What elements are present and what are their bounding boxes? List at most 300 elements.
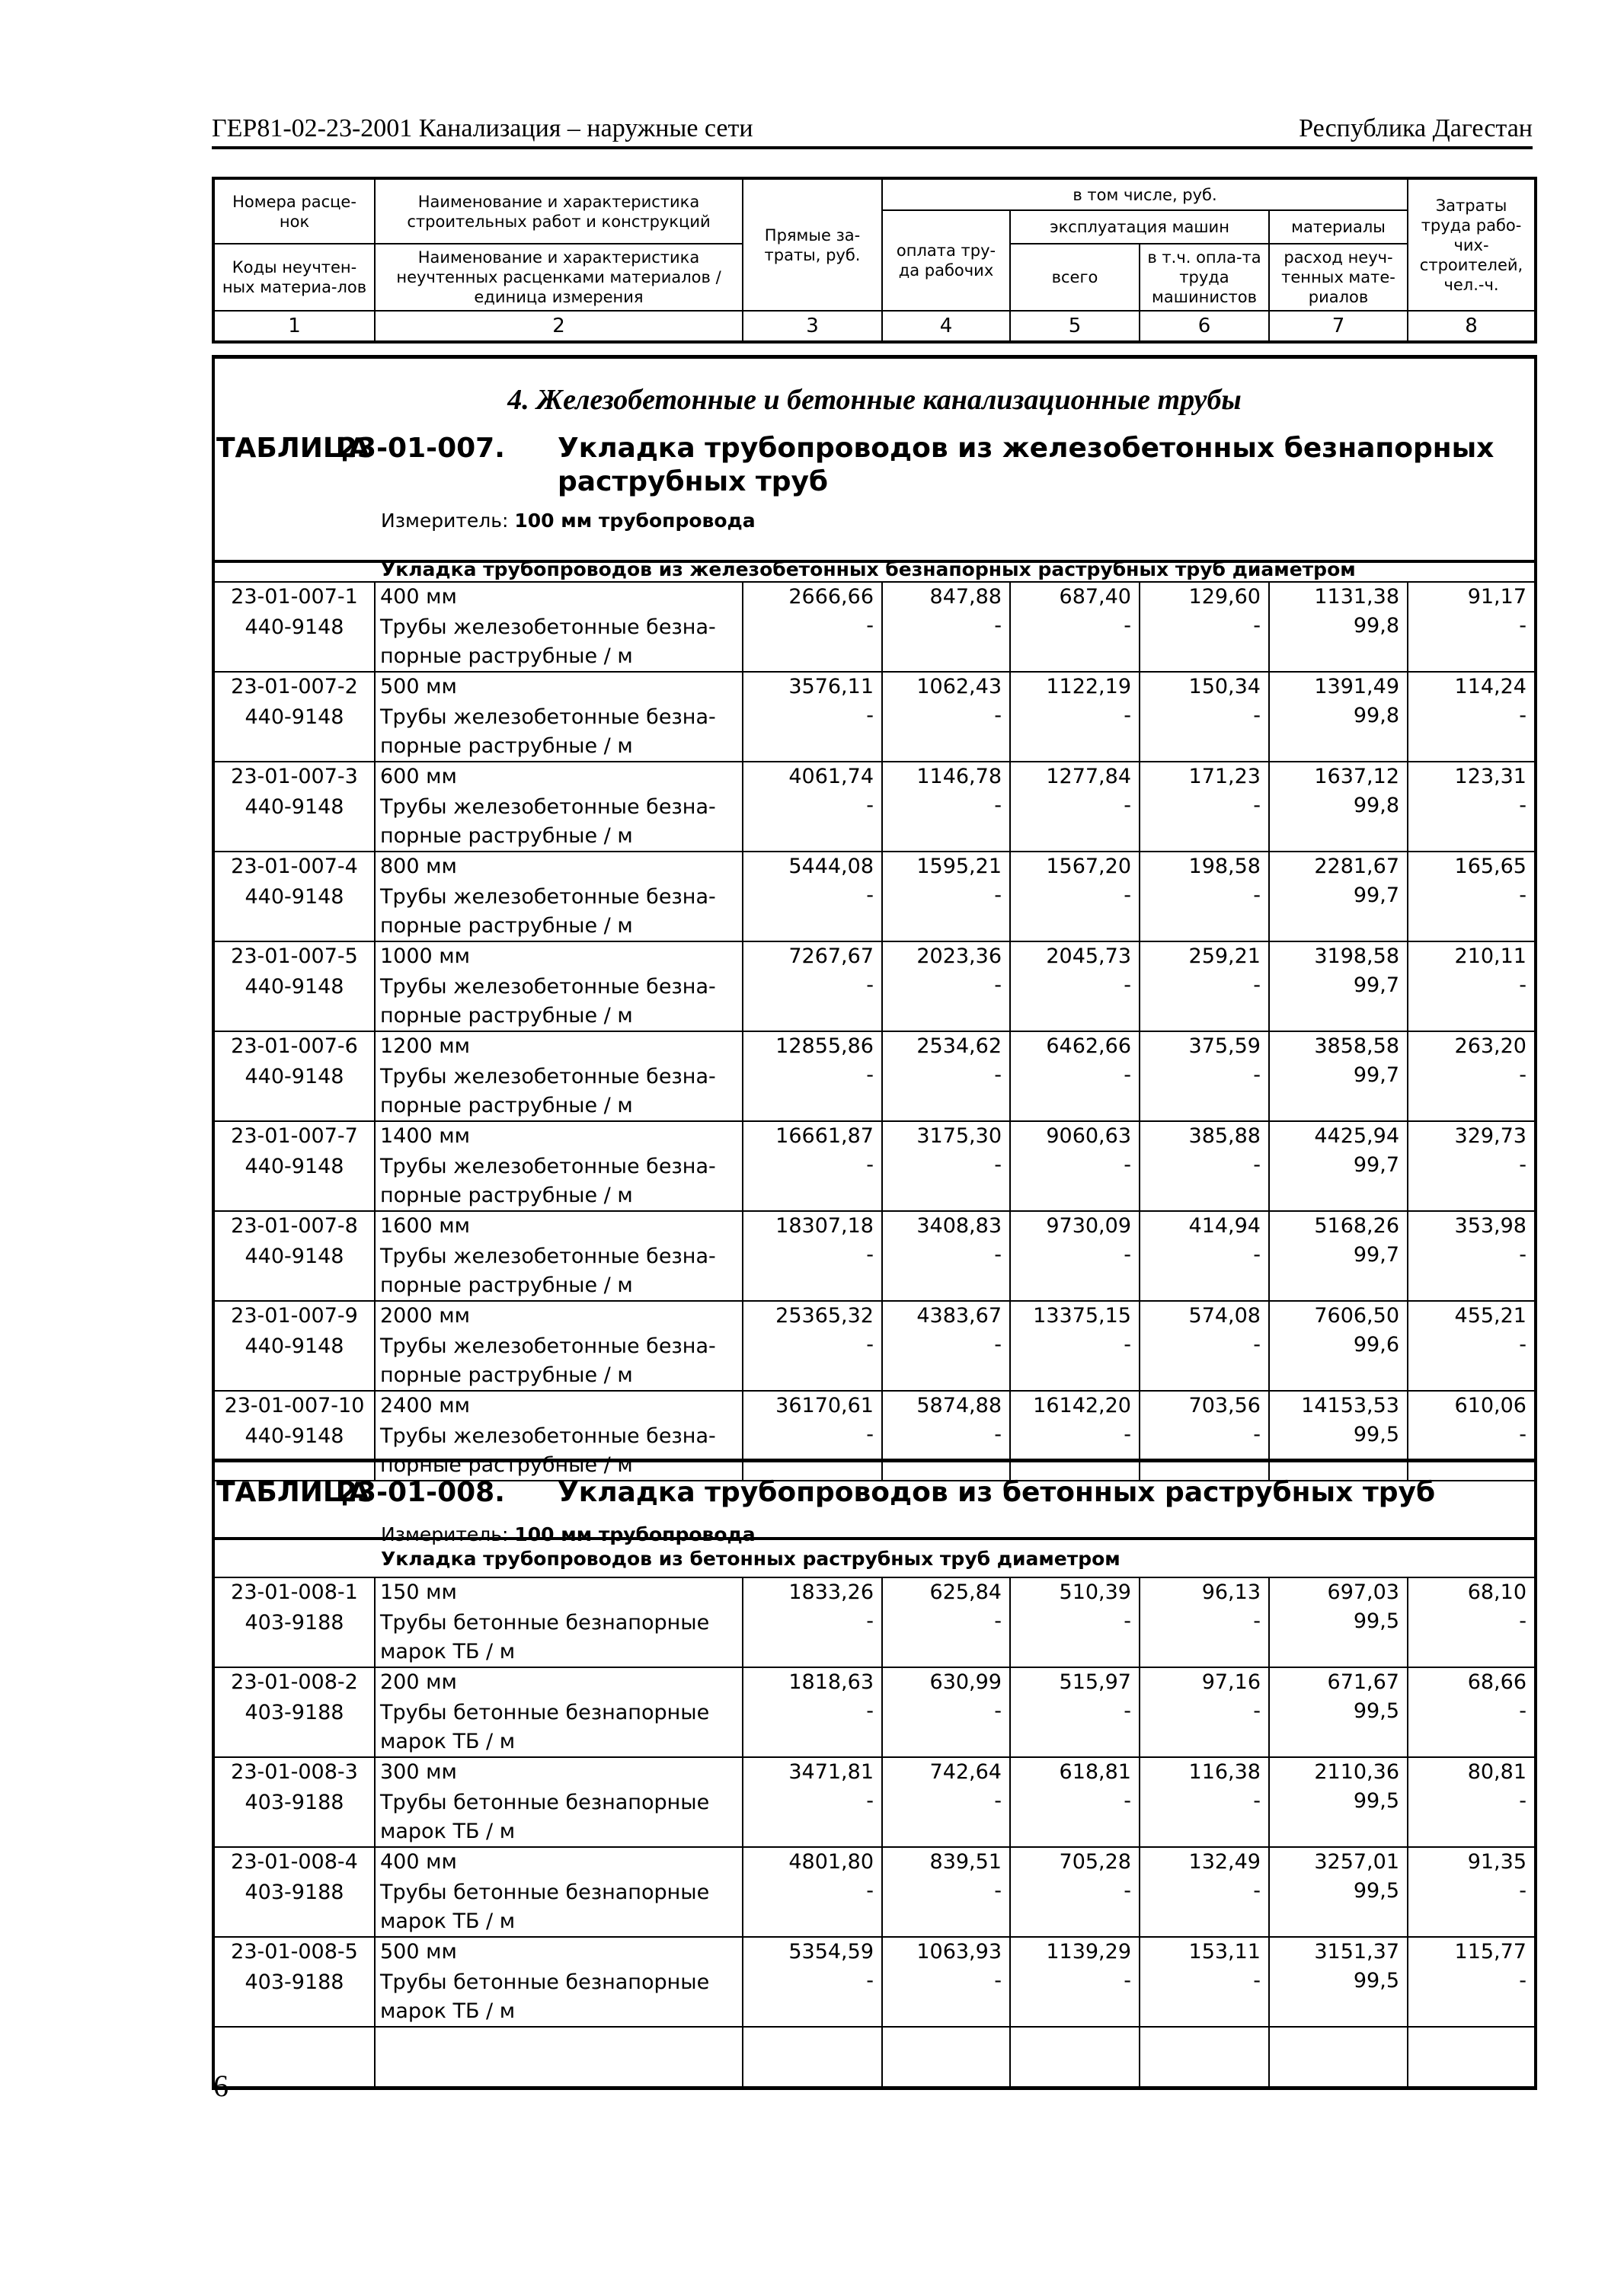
direct-costs: 3576,11	[788, 675, 874, 698]
direct-costs: 12855,86	[775, 1034, 874, 1058]
name-cell	[375, 1211, 743, 1301]
materials-cell	[1269, 1937, 1408, 2027]
machinist-wages: 171,23	[1188, 765, 1261, 788]
worker-wages-cell	[882, 1301, 1010, 1391]
table-row	[213, 672, 1536, 762]
material-consumption: 99,7	[1353, 1243, 1399, 1267]
rate-code: 23-01-008-2	[231, 1670, 358, 1694]
direct-costs-cell	[743, 762, 882, 852]
machines-total-cell	[1010, 1847, 1140, 1937]
header-worker-wages: оплата тру-да рабочих	[882, 210, 1010, 311]
table-007-subheading-block	[212, 558, 1537, 582]
material-code: 440-9148	[245, 1245, 344, 1268]
machines-total-cell	[1010, 582, 1140, 672]
machinist-wages-cell	[1140, 1031, 1269, 1121]
machines-total-cell	[1010, 762, 1140, 852]
pipe-diameter: 200 мм	[380, 1670, 457, 1694]
material-name: Трубы железобетонные безна-порные раструбные / м	[380, 705, 716, 758]
direct-costs-cell	[743, 1577, 882, 1667]
labor-hours: 115,77	[1454, 1940, 1526, 1964]
labor-hours: 80,81	[1467, 1760, 1526, 1784]
name-cell	[375, 1031, 743, 1121]
empty-row	[213, 2027, 1536, 2088]
rate-code-cell	[213, 1667, 375, 1757]
rate-code: 23-01-007-3	[231, 765, 358, 788]
running-header	[212, 113, 1533, 149]
name-cell	[375, 852, 743, 941]
pipe-diameter: 1000 мм	[380, 944, 471, 968]
materials-cell	[1269, 1301, 1408, 1391]
material-machinist: -	[1253, 1969, 1261, 1993]
material-direct: -	[866, 614, 874, 638]
material-wages: -	[994, 1609, 1002, 1633]
table-row	[213, 582, 1536, 672]
material-consumption: 99,7	[1353, 1153, 1399, 1177]
labor-hours-cell	[1408, 762, 1536, 852]
material-consumption: 99,8	[1353, 704, 1399, 727]
machines-total-cell	[1010, 672, 1140, 762]
table-007-meter	[381, 510, 756, 532]
rate-code: 23-01-007-5	[231, 944, 358, 968]
material-hours: -	[1519, 1063, 1526, 1087]
materials-cost: 5168,26	[1314, 1214, 1399, 1238]
labor-hours: 91,35	[1467, 1850, 1526, 1874]
machinist-wages-cell	[1140, 1577, 1269, 1667]
worker-wages: 625,84	[929, 1580, 1002, 1604]
direct-costs: 36170,61	[775, 1394, 874, 1417]
table-007-title-block	[212, 355, 1537, 564]
worker-wages: 1063,93	[916, 1940, 1002, 1964]
empty-cell	[1010, 2027, 1140, 2088]
materials-cost: 1131,38	[1314, 585, 1399, 609]
material-name: Трубы железобетонные безна-порные раструбные / м	[380, 1065, 716, 1117]
material-consumption: 99,5	[1353, 1879, 1399, 1903]
direct-costs: 25365,32	[775, 1304, 874, 1328]
rate-code-cell	[213, 1211, 375, 1301]
material-code: 403-9188	[245, 1701, 344, 1724]
materials-cell	[1269, 1667, 1408, 1757]
direct-costs: 5444,08	[788, 855, 874, 878]
labor-hours-cell	[1408, 1937, 1536, 2027]
material-name: Трубы железобетонные безна-порные раструбные / м	[380, 1424, 716, 1477]
labor-hours-cell	[1408, 852, 1536, 941]
direct-costs-cell	[743, 1211, 882, 1301]
material-name: Трубы железобетонные безна-порные раструбные / м	[380, 1155, 716, 1207]
machinist-wages-cell	[1140, 672, 1269, 762]
worker-wages: 1595,21	[916, 855, 1002, 878]
material-machines: -	[1124, 884, 1131, 907]
rate-code-cell	[213, 1757, 375, 1847]
direct-costs-cell	[743, 582, 882, 672]
meter-label: Измеритель:	[381, 510, 509, 532]
machinist-wages: 96,13	[1201, 1580, 1261, 1604]
material-direct: -	[866, 704, 874, 727]
worker-wages: 5874,88	[916, 1394, 1002, 1417]
name-cell	[375, 1757, 743, 1847]
worker-wages-cell	[882, 1211, 1010, 1301]
name-cell	[375, 941, 743, 1031]
machines-total-cell	[1010, 852, 1140, 941]
empty-cell	[1408, 2027, 1536, 2088]
column-number: 2	[375, 311, 743, 342]
material-wages: -	[994, 704, 1002, 727]
worker-wages: 630,99	[929, 1670, 1002, 1694]
material-machines: -	[1124, 614, 1131, 638]
name-cell	[375, 762, 743, 852]
material-hours: -	[1519, 973, 1526, 997]
machines-total-cell	[1010, 1667, 1140, 1757]
table-008-subheading-block	[212, 1540, 1537, 1577]
material-hours: -	[1519, 1153, 1526, 1177]
direct-costs: 1818,63	[788, 1670, 874, 1694]
material-consumption: 99,6	[1353, 1333, 1399, 1357]
material-name: Трубы бетонные безнапорные марок ТБ / м	[380, 1701, 710, 1753]
rate-code: 23-01-007-9	[231, 1304, 358, 1328]
material-direct: -	[866, 1879, 874, 1903]
worker-wages-cell	[882, 672, 1010, 762]
material-machines: -	[1124, 1879, 1131, 1903]
machinist-wages: 385,88	[1188, 1124, 1261, 1148]
column-number: 7	[1269, 311, 1408, 342]
machinist-wages: 574,08	[1188, 1304, 1261, 1328]
machinist-wages: 97,16	[1201, 1670, 1261, 1694]
material-code: 440-9148	[245, 1334, 344, 1358]
machines-total: 1122,19	[1046, 675, 1131, 698]
machines-total: 510,39	[1059, 1580, 1131, 1604]
rate-code-cell	[213, 1937, 375, 2027]
material-name: Трубы железобетонные безна-порные раструбные / м	[380, 795, 716, 848]
machinist-wages-cell	[1140, 582, 1269, 672]
materials-cost: 3257,01	[1314, 1850, 1399, 1874]
empty-cell	[743, 2027, 882, 2088]
worker-wages-cell	[882, 1031, 1010, 1121]
material-name: Трубы железобетонные безна-порные раструбные / м	[380, 885, 716, 938]
material-code: 403-9188	[245, 1970, 344, 1994]
machines-total-cell	[1010, 1121, 1140, 1211]
material-machines: -	[1124, 1789, 1131, 1813]
material-hours: -	[1519, 1609, 1526, 1633]
materials-cost: 7606,50	[1314, 1304, 1399, 1328]
materials-cell	[1269, 1847, 1408, 1937]
worker-wages: 847,88	[929, 585, 1002, 609]
rate-code-cell	[213, 941, 375, 1031]
table-008-title-line1: Укладка трубопроводов из бетонных раструбных труб	[558, 1477, 1436, 1508]
machines-total-cell	[1010, 1577, 1140, 1667]
material-name: Трубы бетонные безнапорные марок ТБ / м	[380, 1881, 710, 1933]
machinist-wages: 116,38	[1188, 1760, 1261, 1784]
materials-cost: 4425,94	[1314, 1124, 1399, 1148]
meter-label: Измеритель:	[381, 1523, 509, 1545]
materials-cell	[1269, 852, 1408, 941]
material-wages: -	[994, 614, 1002, 638]
machinist-wages: 153,11	[1188, 1940, 1261, 1964]
materials-cost: 14153,53	[1301, 1394, 1399, 1417]
machinist-wages: 198,58	[1188, 855, 1261, 878]
table-007-subheading: Укладка трубопроводов из железобетонных безнапорных раструбных труб диаметром	[381, 558, 1356, 580]
labor-hours-cell	[1408, 1757, 1536, 1847]
materials-cost: 1391,49	[1314, 675, 1399, 698]
worker-wages-cell	[882, 1121, 1010, 1211]
empty-cell	[882, 2027, 1010, 2088]
header-labor-hours: Затраты труда рабо-чих-строителей, чел.-ч.	[1408, 178, 1536, 311]
table-008-rows	[212, 1577, 1537, 2090]
pipe-diameter: 150 мм	[380, 1580, 457, 1604]
material-direct: -	[866, 1333, 874, 1357]
material-direct: -	[866, 1063, 874, 1087]
material-machines: -	[1124, 1153, 1131, 1177]
material-consumption: 99,5	[1353, 1609, 1399, 1633]
material-code: 440-9148	[245, 795, 344, 819]
direct-costs-cell	[743, 672, 882, 762]
worker-wages: 2534,62	[916, 1034, 1002, 1058]
material-machines: -	[1124, 1063, 1131, 1087]
column-number: 8	[1408, 311, 1536, 342]
name-cell	[375, 672, 743, 762]
empty-cell	[1269, 2027, 1408, 2088]
material-machines: -	[1124, 1699, 1131, 1723]
rate-code-cell	[213, 672, 375, 762]
material-code: 403-9188	[245, 1611, 344, 1635]
materials-cost: 2110,36	[1314, 1760, 1399, 1784]
material-machinist: -	[1253, 1063, 1261, 1087]
machines-total-cell	[1010, 1757, 1140, 1847]
material-machinist: -	[1253, 1333, 1261, 1357]
rate-code-cell	[213, 582, 375, 672]
machines-total: 705,28	[1059, 1850, 1131, 1874]
material-consumption: 99,8	[1353, 614, 1399, 638]
machinist-wages-cell	[1140, 1667, 1269, 1757]
material-hours: -	[1519, 1789, 1526, 1813]
material-machinist: -	[1253, 794, 1261, 817]
material-machines: -	[1124, 1609, 1131, 1633]
worker-wages: 742,64	[929, 1760, 1002, 1784]
material-code: 403-9188	[245, 1791, 344, 1814]
material-direct: -	[866, 884, 874, 907]
material-code: 440-9148	[245, 705, 344, 729]
machines-total-cell	[1010, 1031, 1140, 1121]
machinist-wages-cell	[1140, 1121, 1269, 1211]
labor-hours: 123,31	[1454, 765, 1526, 788]
machinist-wages-cell	[1140, 1757, 1269, 1847]
machinist-wages-cell	[1140, 1937, 1269, 2027]
table-008-prefix: ТАБЛИЦА	[216, 1477, 370, 1508]
pipe-diameter: 800 мм	[380, 855, 457, 878]
machinist-wages-cell	[1140, 1301, 1269, 1391]
column-number: 6	[1140, 311, 1269, 342]
rate-code: 23-01-007-2	[231, 675, 358, 698]
direct-costs: 16661,87	[775, 1124, 874, 1148]
table-007-rows	[212, 581, 1537, 1481]
direct-costs-cell	[743, 1301, 882, 1391]
machinist-wages: 150,34	[1188, 675, 1261, 698]
header-material-code: Коды неучтен-ных материа-лов	[213, 244, 375, 311]
direct-costs: 5354,59	[788, 1940, 874, 1964]
pipe-diameter: 1400 мм	[380, 1124, 471, 1148]
machinist-wages: 129,60	[1188, 585, 1261, 609]
worker-wages: 3175,30	[916, 1124, 1002, 1148]
machines-total: 9730,09	[1046, 1214, 1131, 1238]
rate-code-cell	[213, 1031, 375, 1121]
material-wages: -	[994, 973, 1002, 997]
material-machinist: -	[1253, 884, 1261, 907]
machines-total: 13375,15	[1033, 1304, 1131, 1328]
machines-total: 1139,29	[1046, 1940, 1131, 1964]
table-row	[213, 1667, 1536, 1757]
material-hours: -	[1519, 884, 1526, 907]
labor-hours: 165,65	[1454, 855, 1526, 878]
material-hours: -	[1519, 1879, 1526, 1903]
materials-cost: 671,67	[1327, 1670, 1399, 1694]
material-machinist: -	[1253, 1789, 1261, 1813]
material-consumption: 99,5	[1353, 1789, 1399, 1813]
header-materials: материалы	[1269, 210, 1408, 244]
material-direct: -	[866, 1699, 874, 1723]
material-wages: -	[994, 1789, 1002, 1813]
material-code: 440-9148	[245, 615, 344, 639]
labor-hours: 114,24	[1454, 675, 1526, 698]
direct-costs-cell	[743, 1667, 882, 1757]
pipe-diameter: 500 мм	[380, 675, 457, 698]
labor-hours-cell	[1408, 941, 1536, 1031]
direct-costs: 4061,74	[788, 765, 874, 788]
material-name: Трубы железобетонные безна-порные раструбные / м	[380, 615, 716, 668]
worker-wages-cell	[882, 1577, 1010, 1667]
direct-costs: 7267,67	[788, 944, 874, 968]
labor-hours-cell	[1408, 672, 1536, 762]
material-machinist: -	[1253, 1243, 1261, 1267]
material-consumption: 99,7	[1353, 884, 1399, 907]
materials-cost: 3858,58	[1314, 1034, 1399, 1058]
material-machinist: -	[1253, 614, 1261, 638]
pipe-diameter: 2400 мм	[380, 1394, 471, 1417]
material-machines: -	[1124, 794, 1131, 817]
header-machinist-wages: в т.ч. опла-та труда машинистов	[1140, 244, 1269, 311]
name-cell	[375, 1121, 743, 1211]
material-code: 440-9148	[245, 1155, 344, 1178]
name-cell	[375, 582, 743, 672]
material-machinist: -	[1253, 1879, 1261, 1903]
machines-total: 687,40	[1059, 585, 1131, 609]
table-row	[213, 762, 1536, 852]
materials-cell	[1269, 1211, 1408, 1301]
machines-total: 1567,20	[1046, 855, 1131, 878]
rate-code: 23-01-008-4	[231, 1850, 358, 1874]
material-machines: -	[1124, 704, 1131, 727]
worker-wages-cell	[882, 941, 1010, 1031]
name-cell	[375, 1937, 743, 2027]
labor-hours: 455,21	[1454, 1304, 1526, 1328]
direct-costs-cell	[743, 1847, 882, 1937]
material-name: Трубы железобетонные безна-порные раструбные / м	[380, 1334, 716, 1387]
material-wages: -	[994, 1333, 1002, 1357]
material-name: Трубы бетонные безнапорные марок ТБ / м	[380, 1611, 710, 1663]
direct-costs-cell	[743, 941, 882, 1031]
table-008-subheading: Укладка трубопроводов из бетонных раструбных труб диаметром	[381, 1548, 1120, 1570]
machines-total: 9060,63	[1046, 1124, 1131, 1148]
header-including: в том числе, руб.	[882, 178, 1408, 210]
worker-wages-cell	[882, 582, 1010, 672]
labor-hours: 68,10	[1467, 1580, 1526, 1604]
machinist-wages-cell	[1140, 852, 1269, 941]
material-direct: -	[866, 1609, 874, 1633]
labor-hours-cell	[1408, 1211, 1536, 1301]
material-direct: -	[866, 794, 874, 817]
pipe-diameter: 600 мм	[380, 765, 457, 788]
material-wages: -	[994, 1423, 1002, 1446]
labor-hours: 210,11	[1454, 944, 1526, 968]
material-wages: -	[994, 1699, 1002, 1723]
machinist-wages: 132,49	[1188, 1850, 1261, 1874]
worker-wages-cell	[882, 852, 1010, 941]
materials-cell	[1269, 672, 1408, 762]
rate-code: 23-01-008-5	[231, 1940, 358, 1964]
machinist-wages-cell	[1140, 1211, 1269, 1301]
name-cell	[375, 1301, 743, 1391]
header-machines-total: всего	[1010, 244, 1140, 311]
machines-total-cell	[1010, 1301, 1140, 1391]
machinist-wages-cell	[1140, 941, 1269, 1031]
header-rate-number: Номера расце-нок	[213, 178, 375, 244]
materials-cell	[1269, 1121, 1408, 1211]
rate-code: 23-01-007-7	[231, 1124, 358, 1148]
material-consumption: 99,8	[1353, 794, 1399, 817]
rate-code-cell	[213, 762, 375, 852]
labor-hours-cell	[1408, 1847, 1536, 1937]
material-hours: -	[1519, 1699, 1526, 1723]
direct-costs: 4801,80	[788, 1850, 874, 1874]
column-number: 4	[882, 311, 1010, 342]
column-header-table	[212, 177, 1537, 344]
machinist-wages-cell	[1140, 762, 1269, 852]
materials-cell	[1269, 582, 1408, 672]
table-007-title-line1: Укладка трубопроводов из железобетонных безнапорных	[558, 433, 1495, 464]
table-row	[213, 1757, 1536, 1847]
rate-code: 23-01-007-6	[231, 1034, 358, 1058]
labor-hours-cell	[1408, 582, 1536, 672]
material-consumption: 99,7	[1353, 973, 1399, 997]
labor-hours: 68,66	[1467, 1670, 1526, 1694]
rate-code-cell	[213, 1121, 375, 1211]
pipe-diameter: 1600 мм	[380, 1214, 471, 1238]
material-hours: -	[1519, 614, 1526, 638]
material-code: 440-9148	[245, 1065, 344, 1088]
machinist-wages: 414,94	[1188, 1214, 1261, 1238]
worker-wages: 1146,78	[916, 765, 1002, 788]
name-cell	[375, 1667, 743, 1757]
material-hours: -	[1519, 1243, 1526, 1267]
materials-cell	[1269, 941, 1408, 1031]
labor-hours-cell	[1408, 1667, 1536, 1757]
material-hours: -	[1519, 1423, 1526, 1446]
page-number: 6	[213, 2069, 229, 2103]
material-name: Трубы железобетонные безна-порные раструбные / м	[380, 1245, 716, 1297]
material-name: Трубы железобетонные безна-порные раструбные / м	[380, 975, 716, 1027]
labor-hours-cell	[1408, 1577, 1536, 1667]
header-direct-costs: Прямые за-траты, руб.	[743, 178, 882, 311]
material-machines: -	[1124, 1969, 1131, 1993]
meter-value: 100 мм трубопровода	[514, 1523, 756, 1545]
pipe-diameter: 400 мм	[380, 1850, 457, 1874]
pipe-diameter: 1200 мм	[380, 1034, 471, 1058]
rate-code: 23-01-007-8	[231, 1214, 358, 1238]
header-material-consumption: расход неуч-тенных мате-риалов	[1269, 244, 1408, 311]
table-007-code: 23-01-007.	[338, 433, 505, 464]
labor-hours: 353,98	[1454, 1214, 1526, 1238]
machines-total: 2045,73	[1046, 944, 1131, 968]
table-008-code: 23-01-008.	[338, 1477, 505, 1508]
labor-hours: 610,06	[1454, 1394, 1526, 1417]
material-direct: -	[866, 973, 874, 997]
